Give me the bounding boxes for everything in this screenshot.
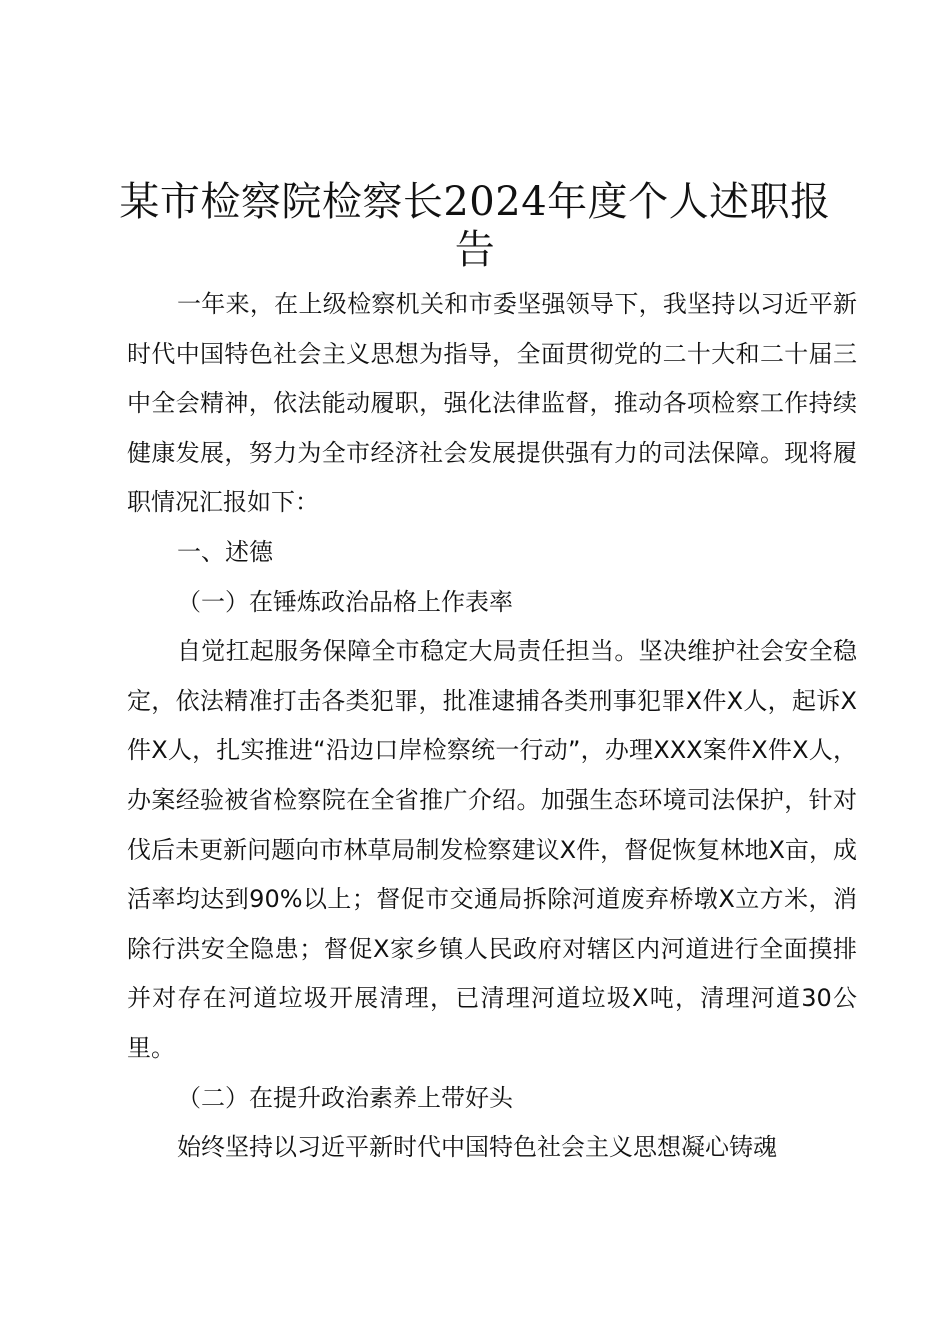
subsection-heading-2: （二）在提升政治素养上带好头 — [177, 1083, 513, 1112]
body-paragraph-1: 自觉扛起服务保障全市稳定大局责任担当。坚决维护社会安全稳定，依法精准打击各类犯罪，批准逮捕各类刑事犯罪X件X人，起诉X件X人，扎实推进“沿边口岸检察统一行动”，办理XXX案件X件X人，办案经验被省检察院在全省推广介绍。加强生态环境司法保护，针对伐后未更新问题向市林草局制发检察建议X件，督促恢复林地X亩，成活率均达到90%以上；督促市交通局拆除河道废弃桥墩X立方米，消除行洪安全隐患；督促X家乡镇人民政府对辖区内河道进行全面摸排并对存在河道垃圾开展清理，已清理河道垃圾X吨，清理河道30公里。 — [127, 637, 857, 1062]
subsection-heading-1: （一）在锤炼政治品格上作表率 — [177, 587, 513, 616]
document-title: 某市检察院检察长2024年度个人述职报告 — [119, 179, 831, 273]
document-body — [127, 280, 857, 1173]
section-heading-shude: 一、述德 — [177, 537, 273, 566]
intro-paragraph: 一年来，在上级检察机关和市委坚强领导下，我坚持以习近平新时代中国特色社会主义思想为指导，全面贯彻党的二十大和二十届三中全会精神，依法能动履职，强化法律监督，推动各项检察工作持续健康发展，努力为全市经济社会发展提供强有力的司法保障。现将履职情况汇报如下： — [127, 290, 857, 517]
body-paragraph-2: 始终坚持以习近平新时代中国特色社会主义思想凝心铸魂 — [177, 1133, 777, 1162]
